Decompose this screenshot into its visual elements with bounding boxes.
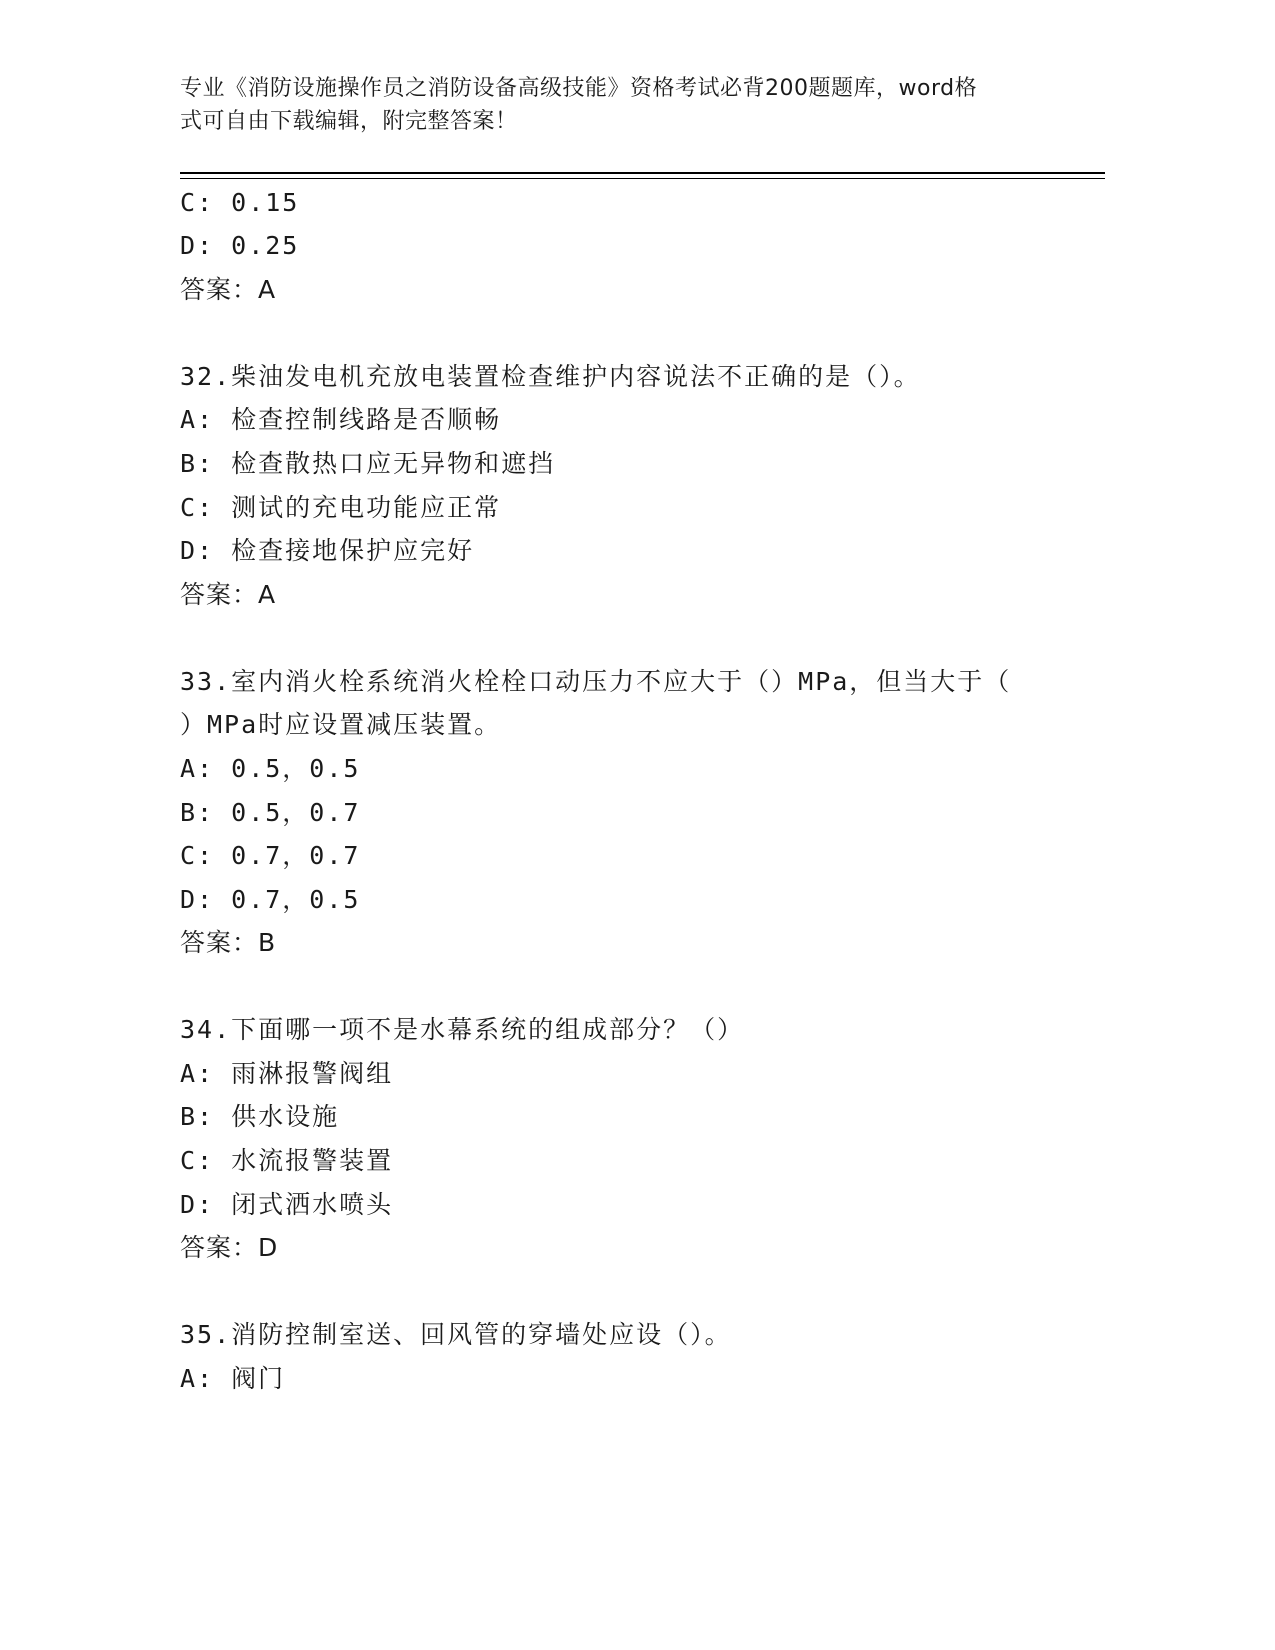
question-32-option-d: D: 检查接地保护应完好 bbox=[180, 536, 475, 565]
question-34-option-b: B: 供水设施 bbox=[180, 1102, 340, 1131]
header-line-2: 式可自由下载编辑，附完整答案！ bbox=[180, 109, 518, 134]
document-header bbox=[180, 72, 1050, 138]
question-32-answer: 答案：A bbox=[180, 580, 277, 609]
question-34-answer: 答案：D bbox=[180, 1233, 279, 1262]
header-divider-thick bbox=[180, 172, 1105, 174]
question-35-option-a: A: 阀门 bbox=[180, 1364, 286, 1393]
header-divider-thin bbox=[180, 178, 1105, 179]
question-33-option-a: A: 0.5，0.5 bbox=[180, 754, 361, 783]
option-d: D: 0.25 bbox=[180, 231, 300, 260]
header-line-1: 专业《消防设施操作员之消防设备高级技能》资格考试必背200题题库，word格 bbox=[180, 76, 978, 101]
answer: 答案：A bbox=[180, 275, 277, 304]
question-33-option-d: D: 0.7，0.5 bbox=[180, 885, 361, 914]
question-32-option-b: B: 检查散热口应无异物和遮挡 bbox=[180, 449, 556, 478]
question-32-option-a: A: 检查控制线路是否顺畅 bbox=[180, 405, 502, 434]
question-33-option-b: B: 0.5，0.7 bbox=[180, 798, 361, 827]
question-34-stem: 34.下面哪一项不是水幕系统的组成部分？（） bbox=[180, 1015, 745, 1044]
question-34-option-a: A: 雨淋报警阀组 bbox=[180, 1059, 394, 1088]
question-32-option-c: C: 测试的充电功能应正常 bbox=[180, 493, 502, 522]
question-32-stem: 32.柴油发电机充放电装置检查维护内容说法不正确的是（）。 bbox=[180, 362, 921, 391]
question-33-option-c: C: 0.7，0.7 bbox=[180, 841, 361, 870]
question-35-stem: 35.消防控制室送、回风管的穿墙处应设（）。 bbox=[180, 1320, 732, 1349]
option-c: C: 0.15 bbox=[180, 188, 300, 217]
question-33-stem-line-1: 33.室内消火栓系统消火栓栓口动压力不应大于（）MPa，但当大于（ bbox=[180, 667, 1012, 696]
question-34-option-c: C: 水流报警装置 bbox=[180, 1146, 394, 1175]
question-33-stem-line-2: ）MPa时应设置减压装置。 bbox=[180, 710, 502, 739]
question-34-option-d: D: 闭式洒水喷头 bbox=[180, 1190, 394, 1219]
question-33-answer: 答案：B bbox=[180, 928, 277, 957]
